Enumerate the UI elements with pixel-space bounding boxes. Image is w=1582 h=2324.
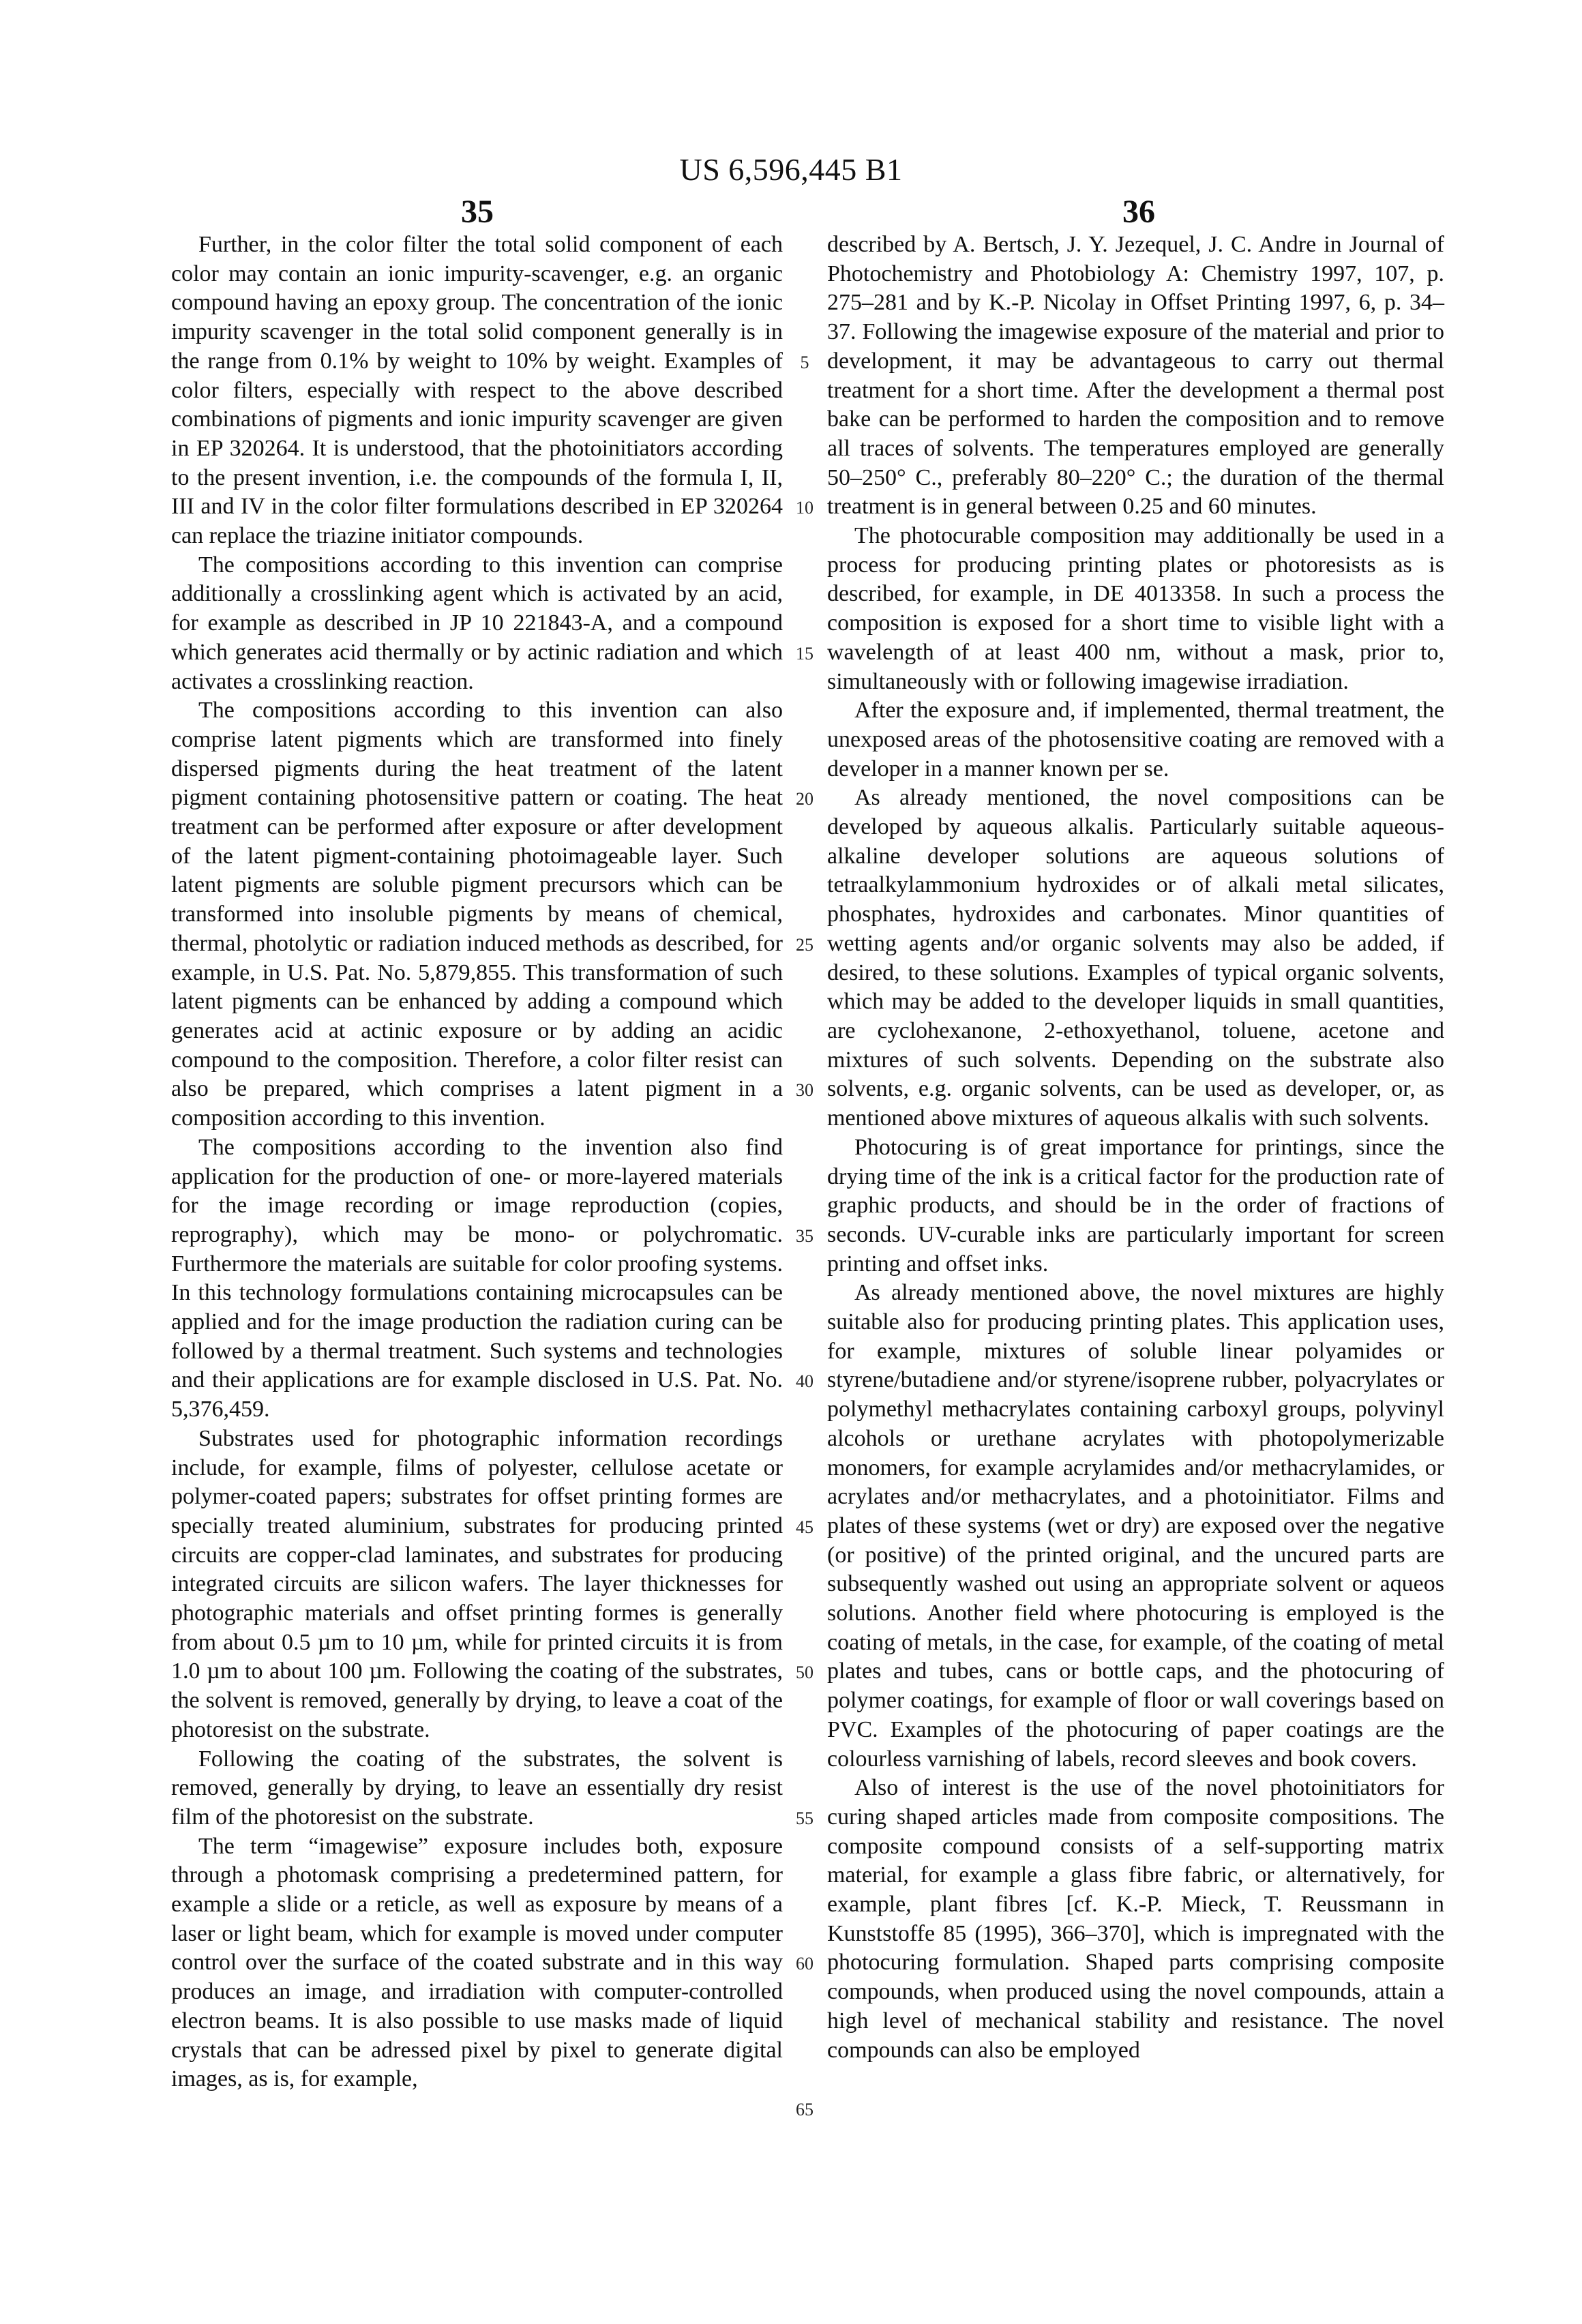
paragraph: As already mentioned above, the novel mixtures are highly suitable also for producing printing plates. This application uses, for example, mixtures of soluble linear polyamides or styrene/butadiene and/or styrene/isoprene rubber, polyacrylates or polymethyl methacrylates containing carboxyl groups, polyvinyl alcohols or urethane acrylates with photopolymerizable monomers, for example acrylamides and/or methacrylamides, or acrylates and/or methacrylates, and a photoinitiator. Films and plates of these systems (wet or dry) are exposed over the negative (or positive) of the printed original, and the uncured parts are subsequently washed out using an appropriate solvent or aqueos solutions. Another field where photocuring is employed is the coating of metals, in the case, for example, of the coating of metal plates and tubes, cans or bottle caps, and the photocuring of polymer coatings, for example of floor or wall coverings based on PVC. Examples of the photocuring of paper coatings are the colourless varnishing of labels, record sleeves and book covers. (827, 1280, 1444, 1772)
left-text-column (171, 230, 783, 2094)
line-number: 10 (796, 498, 814, 518)
paragraph: As already mentioned, the novel compositions can be developed by aqueous alkalis. Particularly suitable aqueous-alkaline developer solutions are aqueous solutions of tetraalkylammonium hydroxides or of alkali metal silicates, phosphates, hydroxides and carbonates. Minor quantities of wetting agents and/or organic solvents may also be added, if desired, to these solutions. Examples of typical organic solvents, which may be added to the developer liquids in small quantities, are cyclohexanone, 2-ethoxyethanol, toluene, acetone and mixtures of such solvents. Depending on the substrate also solvents, e.g. organic solvents, can be used as developer, or, as mentioned above mixtures of aqueous alkalis with such solvents. (827, 785, 1444, 1131)
paragraph: The compositions according to this invention can comprise additionally a crosslinking agent which is activated by an acid, for example as described in JP 10 221843-A, and a compound which generates acid thermally or by actinic radiation and which activates a crosslinking reaction. (171, 552, 783, 694)
column-number-right: 36 (1122, 194, 1155, 230)
paragraph: Also of interest is the use of the novel photoinitiators for curing shaped articles made from composite compositions. The composite compound consists of a self-supporting matrix material, for example a glass fibre fabric, or alternatively, for example, plant fibres [cf. K.-P. Mieck, T. Reussmann in Kunststoffe 85 (1995), 366–370], which is impregnated with the photocuring formulation. Shaped parts comprising composite compounds, when produced using the novel compounds, attain a high level of mechanical stability and resistance. The novel compounds can also be employed (827, 1775, 1444, 2063)
line-number: 35 (796, 1225, 814, 1246)
line-number: 55 (796, 1808, 814, 1828)
line-number: 5 (800, 352, 809, 372)
line-number: 60 (796, 1954, 814, 1974)
line-number: 30 (796, 1080, 814, 1101)
right-text-column (827, 230, 1444, 2065)
paragraph: The compositions according to this invention can also comprise latent pigments which are transformed into finely dispersed pigments during the heat treatment of the latent pigment containing photosensitive pattern or coating. The heat treatment can be performed after exposure or after development of the latent pigment-containing photoimageable layer. Such latent pigments are soluble pigment precursors which can be transformed into insoluble pigments by means of chemical, thermal, photolytic or radiation induced methods as described, for example, in U.S. Pat. No. 5,879,855. This transformation of such latent pigments can be enhanced by adding a compound which generates acid at actinic exposure or by adding an acidic compound to the composition. Therefore, a color filter resist can also be prepared, which comprises a latent pigment in a composition according to this invention. (171, 698, 783, 1131)
line-number: 25 (796, 934, 814, 955)
paragraph: The term “imagewise” exposure includes both, exposure through a photomask comprising a predetermined pattern, for example a slide or a reticle, as well as exposure by means of a laser or light beam, which for example is moved under computer control over the surface of the coated substrate and in this way produces an image, and irradiation with computer-controlled electron beams. It is also possible to use masks made of liquid crystals that can be adressed pixel by pixel to generate digital images, as is, for example, (171, 1833, 783, 2092)
line-number: 50 (796, 1663, 814, 1683)
patent-number: US 6,596,445 B1 (679, 152, 903, 187)
paragraph: Substrates used for photographic information recordings include, for example, films of polyester, cellulose acetate or polymer-coated papers; substrates for offset printing formes are specially treated aluminium, substrates for producing printed circuits are copper-clad laminates, and substrates for producing integrated circuits are silicon wafers. The layer thicknesses for photographic materials and offset printing formes is generally from about 0.5 µm to 10 µm, while for printed circuits it is from 1.0 µm to about 100 µm. Following the coating of the substrates, the solvent is removed, generally by drying, to leave a coat of the photoresist on the substrate. (171, 1425, 783, 1742)
line-number: 20 (796, 789, 814, 809)
paragraph: After the exposure and, if implemented, thermal treatment, the unexposed areas of the photosensitive coating are removed with a developer in a manner known per se. (827, 698, 1444, 781)
paragraph: described by A. Bertsch, J. Y. Jezequel, J. C. Andre in Journal of Photochemistry and Photobiology A: Chemistry 1997, 107, p. 275–281 and by K.-P. Nicolay in Offset Printing 1997, 6, p. 34–37. Following the imagewise exposure of the material and prior to development, it may be advantageous to carry out thermal treatment for a short time. After the development a thermal post bake can be performed to harden the composition and to remove all traces of solvents. The temperatures employed are generally 50–250° C., preferably 80–220° C.; the duration of the thermal treatment is in general between 0.25 and 60 minutes. (827, 232, 1444, 520)
paragraph: Further, in the color filter the total solid component of each color may contain an ionic impurity-scavenger, e.g. an organic compound having an epoxy group. The concentration of the ionic impurity scavenger in the total solid component generally is in the range from 0.1% by weight to 10% by weight. Examples of color filters, especially with respect to the above described combinations of pigments and ionic impurity scavenger are given in EP 320264. It is understood, that the photoinitiators according to the present invention, i.e. the compounds of the formula I, II, III and IV in the color filter formulations described in EP 320264 can replace the triazine initiator compounds. (171, 232, 783, 549)
line-number: 15 (796, 643, 814, 664)
paragraph: The photocurable composition may additionally be used in a process for producing printing plates or photoresists as is described, for example, in DE 4013358. In such a process the composition is exposed for a short time to visible light with a wavelength of at least 400 nm, without a mask, prior to, simultaneously with or following imagewise irradiation. (827, 523, 1444, 694)
paragraph: Following the coating of the substrates, the solvent is removed, generally by drying, to leave an essentially dry resist film of the photoresist on the substrate. (171, 1746, 783, 1830)
paragraph: Photocuring is of great importance for printings, since the drying time of the ink is a critical factor for the production rate of graphic products, and should be in the order of fractions of seconds. UV-curable inks are particularly important for screen printing and offset inks. (827, 1134, 1444, 1277)
paragraph: The compositions according to the invention also find application for the production of one- or more-layered materials for the image recording or image reproduction (copies, reprography), which may be mono- or polychromatic. Furthermore the materials are suitable for color proofing systems. In this technology formulations containing microcapsules can be applied and for the image production the radiation curing can be followed by a thermal treatment. Such systems and technologies and their applications are for example disclosed in U.S. Pat. No. 5,376,459. (171, 1134, 783, 1422)
line-number: 65 (796, 2099, 814, 2119)
line-number: 40 (796, 1371, 814, 1392)
line-number: 45 (796, 1517, 814, 1537)
column-number-left: 35 (461, 194, 494, 230)
